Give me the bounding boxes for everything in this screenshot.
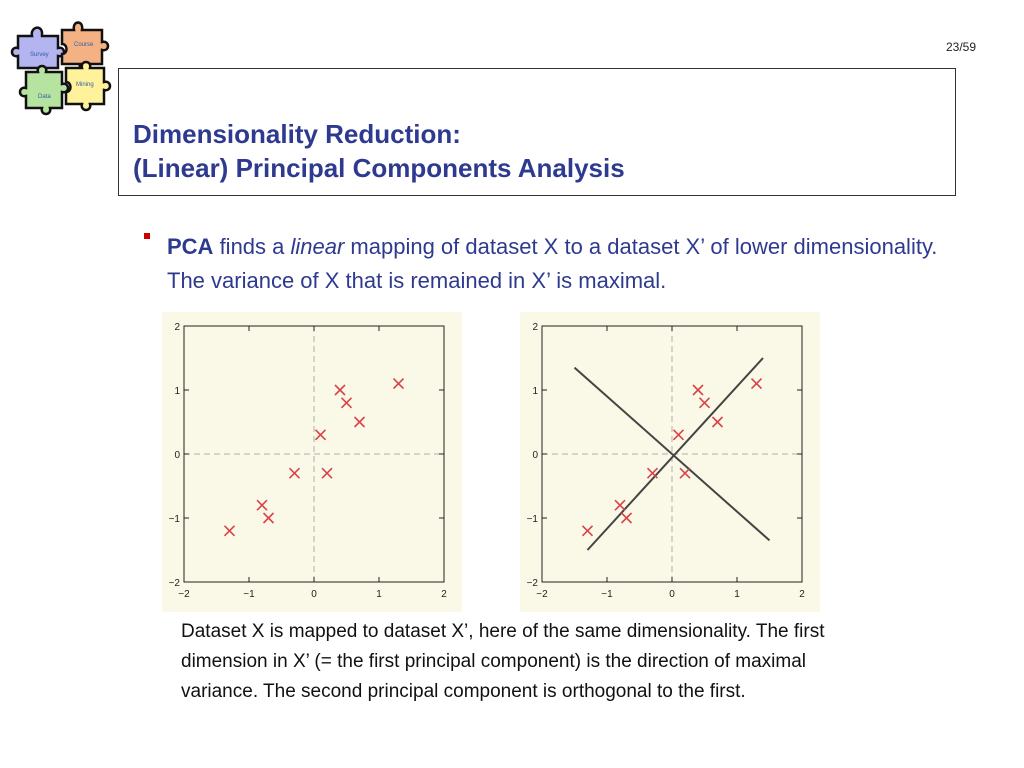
scatter-plot-original [162,312,462,612]
y-tick-label: 2 [532,322,538,333]
bullet-text [167,230,967,298]
x-tick-label: −1 [601,589,613,600]
puzzle-piece-data [20,66,68,114]
x-tick-label: 0 [669,589,675,600]
y-tick-label: 2 [174,322,180,333]
x-tick-label: 1 [734,589,740,600]
plot-background [162,312,462,612]
y-tick-label: 1 [174,386,180,397]
pca-term: PCA [167,234,214,259]
bullet-text-b: mapping of dataset X to a dataset X’ of lower dimensionality. The variance of X that is remained in X’ is maximal. [167,234,938,293]
y-tick-label: −1 [168,514,180,525]
caption: Dataset X is mapped to dataset X’, here of the same dimensionality. The first dimension in X’ (= the first principal component) is the direction of maximal variance. The second principal component is orthogonal to the first. [181,621,825,702]
title-line-2: (Linear) Principal Components Analysis [133,153,625,183]
x-tick-label: 2 [799,589,805,600]
puzzle-label-course: Course [74,42,94,48]
x-tick-label: −1 [243,589,255,600]
linear-term: linear [290,234,345,259]
puzzle-logo [6,8,118,116]
x-tick-label: −2 [178,589,190,600]
puzzle-label-survey: Survey [30,52,49,58]
y-tick-label: −1 [526,514,538,525]
bullet-square-icon [143,232,153,242]
y-tick-label: −2 [168,578,180,589]
y-tick-label: −2 [526,578,538,589]
y-tick-label: 0 [174,450,180,461]
scatter-plot-principal-components [520,312,820,612]
puzzle-label-mining: Mining [76,82,94,88]
page-number: 23/59 [945,40,976,54]
x-tick-label: 2 [441,589,447,600]
y-tick-label: 0 [532,450,538,461]
bullet-text-a: finds a [213,234,291,259]
slide-title [133,117,625,185]
title-box [118,68,956,196]
x-tick-label: 0 [311,589,317,600]
puzzle-label-data: Data [38,94,51,100]
y-tick-label: 1 [532,386,538,397]
x-tick-label: 1 [376,589,382,600]
x-tick-label: −2 [536,589,548,600]
plot-background [520,312,820,612]
title-line-1: Dimensionality Reduction: [133,119,461,149]
